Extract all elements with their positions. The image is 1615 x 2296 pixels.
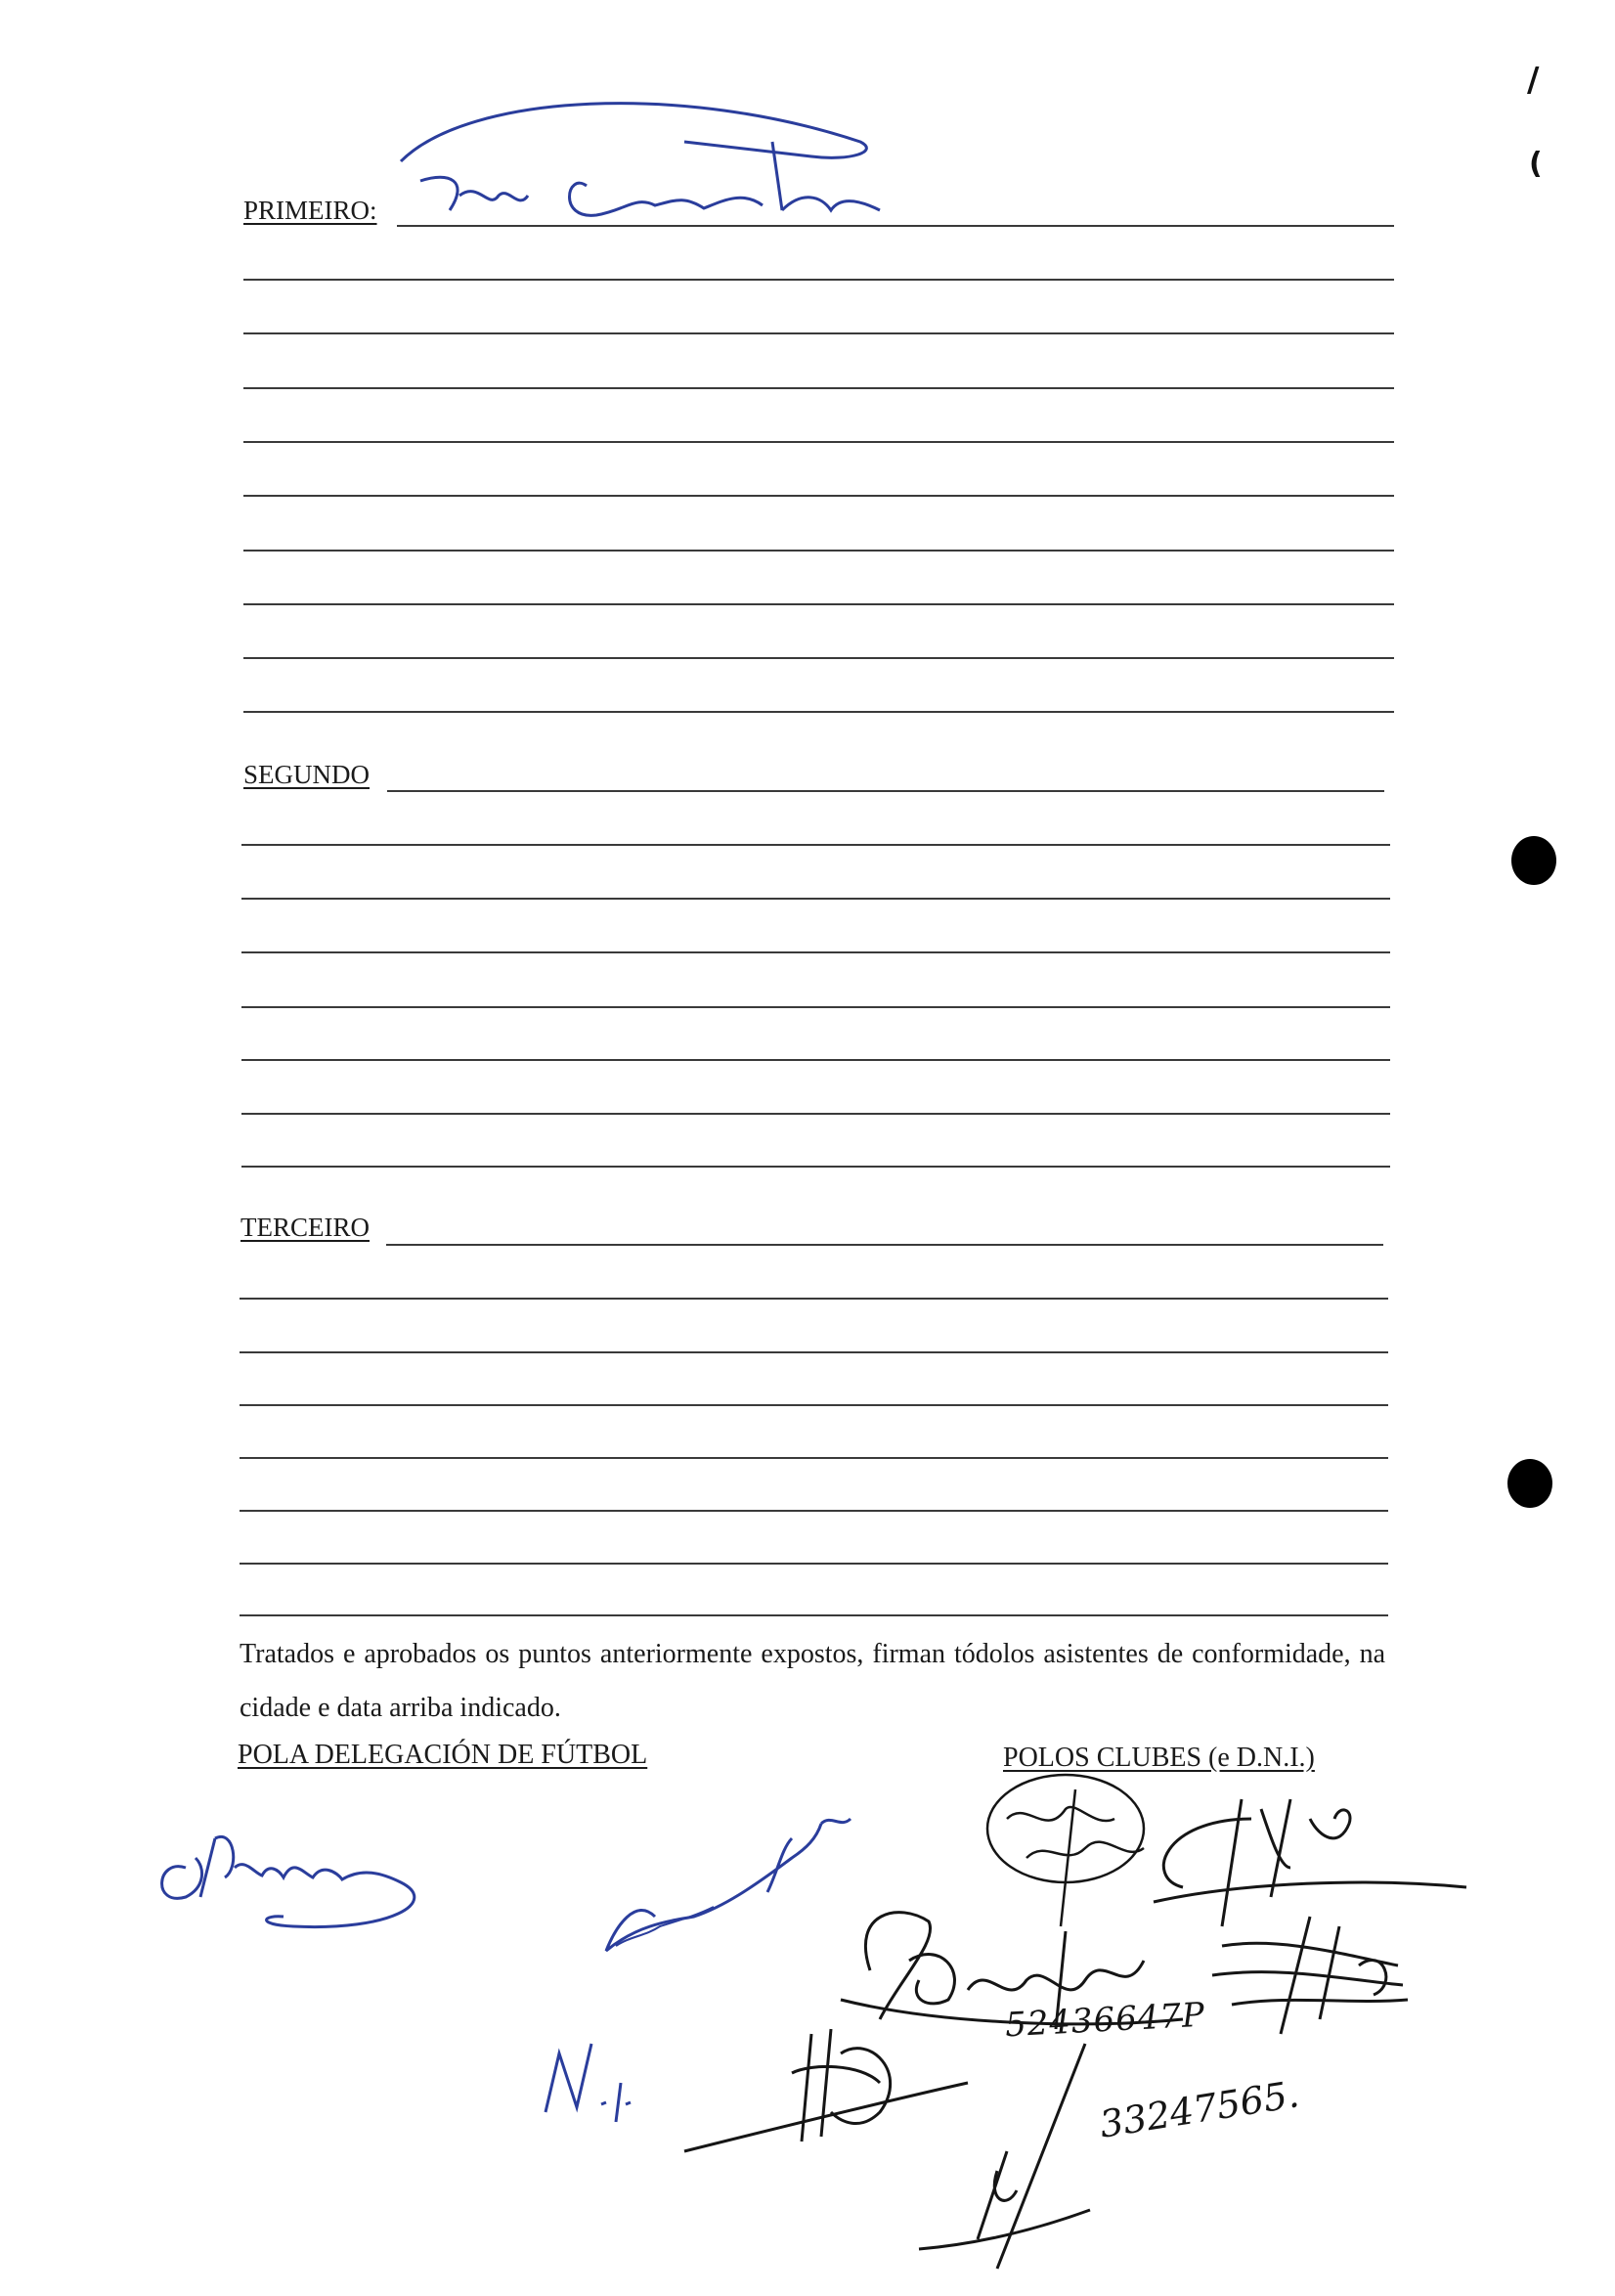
- punch-hole-top: [1511, 836, 1556, 885]
- segundo-line-4: [241, 951, 1390, 953]
- primeiro-line-4: [243, 387, 1394, 389]
- primeiro-line-8: [243, 603, 1394, 605]
- delegation-label: POLA DELEGACIÓN DE FÚTBOL: [238, 1740, 648, 1770]
- club-signature-6: [919, 2044, 1095, 2278]
- clubs-label: POLOS CLUBES (e D.N.I.): [1003, 1743, 1315, 1773]
- delegation-signature-1: [147, 1799, 469, 1956]
- primeiro-line-10: [243, 711, 1394, 713]
- terceiro-line-4: [240, 1404, 1388, 1406]
- margin-mark-top: /: [1527, 61, 1540, 100]
- terceiro-line-6: [240, 1510, 1388, 1512]
- club-dni-1: 52436647P: [1004, 1995, 1206, 2046]
- primeiro-label: PRIMEIRO:: [243, 196, 377, 225]
- segundo-line-8: [241, 1166, 1390, 1168]
- margin-mark-second: (: [1529, 147, 1543, 181]
- terceiro-line-8: [240, 1614, 1388, 1616]
- segundo-first-line: [387, 790, 1384, 792]
- primeiro-line-5: [243, 441, 1394, 443]
- segundo-line-5: [241, 1006, 1390, 1008]
- primeiro-line-7: [243, 550, 1394, 552]
- closing-text: Tratados e aprobados os puntos anteriormente expostos, firman tódolos asistentes de conformidade, na cidade e data arriba indicado.: [240, 1639, 1385, 1723]
- segundo-line-6: [241, 1059, 1390, 1061]
- primeiro-line-6: [243, 495, 1394, 497]
- punch-hole-bottom: [1507, 1459, 1552, 1508]
- primeiro-handwritten-name: [391, 103, 899, 230]
- terceiro-label: TERCEIRO: [240, 1213, 370, 1242]
- primeiro-line-3: [243, 332, 1394, 334]
- terceiro-line-7: [240, 1563, 1388, 1565]
- delegation-initials: [538, 2024, 675, 2132]
- primeiro-line-2: [243, 279, 1394, 281]
- segundo-label: SEGUNDO: [243, 760, 371, 789]
- segundo-line-2: [241, 844, 1390, 846]
- club-dni-2: 33247565.: [1096, 2072, 1302, 2146]
- terceiro-first-line: [386, 1244, 1383, 1246]
- terceiro-line-2: [240, 1298, 1388, 1300]
- terceiro-line-3: [240, 1351, 1388, 1353]
- primeiro-line-9: [243, 657, 1394, 659]
- segundo-line-3: [241, 898, 1390, 900]
- delegation-signature-2: [596, 1799, 870, 1965]
- segundo-line-7: [241, 1113, 1390, 1115]
- terceiro-line-5: [240, 1457, 1388, 1459]
- club-signature-4: [1202, 1907, 1408, 2044]
